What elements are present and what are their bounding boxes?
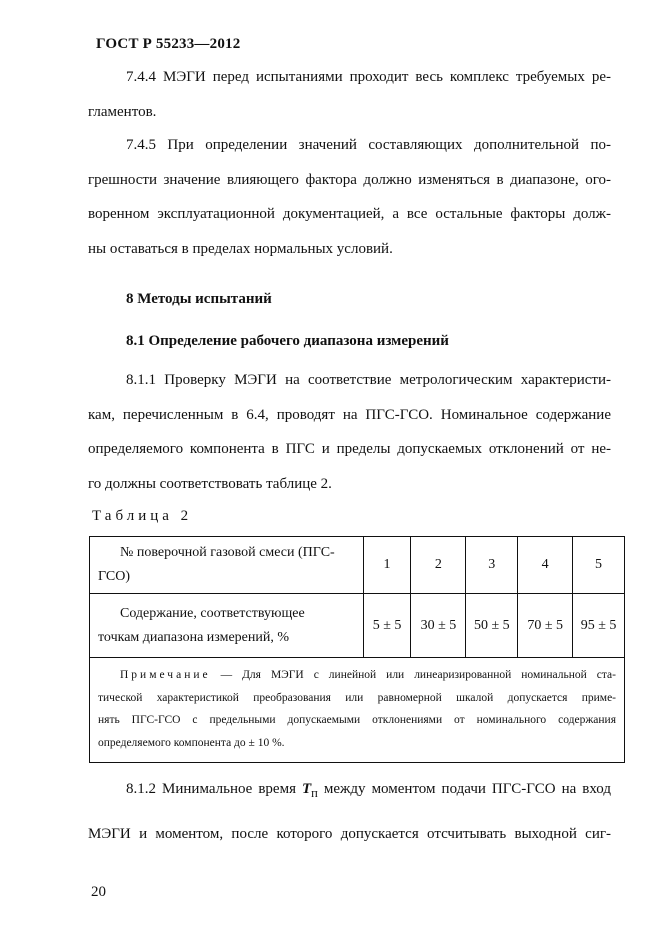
text-line: грешности значение влияющего фактора должно изменяться в диапазоне, ого-	[88, 171, 611, 188]
note-line: определяемого компонента до ± 10 %.	[98, 736, 285, 749]
gas-mixture-table	[89, 536, 625, 763]
table-cell: 5 ± 5	[363, 594, 411, 658]
paragraph-7-4-5	[88, 128, 611, 266]
table-cell: 5	[573, 537, 625, 594]
table-cell: 70 ± 5	[518, 594, 573, 658]
text-line: воренном эксплуатационной документацией, а все остальные факторы долж-	[88, 206, 611, 222]
table-row-label	[90, 594, 364, 658]
table-note-row	[90, 658, 625, 763]
table-cell: 95 ± 5	[573, 594, 625, 658]
text-fragment: между моментом подачи ПГС-ГСО на вход	[317, 781, 611, 797]
table-cell: 30 ± 5	[411, 594, 466, 658]
variable-subscript: п	[311, 786, 318, 800]
table-cell: 4	[518, 537, 573, 594]
text-line: определяемого компонента в ПГС и пределы допускаемых отклонений от не-	[88, 441, 611, 457]
section-heading-8: 8 Методы испытаний	[126, 291, 272, 307]
note-line	[98, 664, 616, 687]
text-line	[88, 772, 611, 811]
text-line: гламентов.	[88, 103, 157, 120]
text-line: кам, перечисленным в 6.4, проводят на ПГС-ГСО. Номинальное содержание	[88, 406, 611, 423]
paragraph-8-1-2	[88, 772, 611, 851]
cell-text: ГСО)	[98, 569, 131, 584]
paragraph-7-4-4	[88, 60, 611, 129]
table-caption: Таблица 2	[92, 508, 193, 524]
variable-T: T	[302, 781, 312, 797]
table-cell: 50 ± 5	[466, 594, 518, 658]
section-heading-8-1: 8.1 Определение рабочего диапазона измерений	[126, 333, 449, 349]
note-label: Примечание	[120, 669, 211, 681]
cell-text: точкам диапазона измерений, %	[98, 629, 290, 645]
table-row-label	[90, 537, 364, 594]
text-line: 8.1.1 Проверку МЭГИ на соответствие метрологическим характеристи-	[126, 372, 611, 388]
text-line: 7.4.5 При определении значений составляющих дополнительной по-	[126, 137, 611, 153]
table-cell: 1	[363, 537, 411, 594]
text-line: го должны соответствовать таблице 2.	[88, 475, 332, 492]
cell-text: Содержание, соответствующее	[120, 605, 305, 621]
note-line: нять ПГС-ГСО с предельными допускаемыми отклонениями от номинального содержания	[98, 714, 616, 726]
table-note	[90, 658, 625, 763]
cell-text: № поверочной газовой смеси (ПГС-	[120, 545, 335, 560]
text-line: ны оставаться в пределах нормальных условий.	[88, 240, 393, 257]
table-row	[90, 537, 625, 594]
text-line: МЭГИ и моментом, после которого допускается отсчитывать выходной сиг-	[88, 825, 611, 842]
table-cell: 2	[411, 537, 466, 594]
table-cell: 3	[466, 537, 518, 594]
document-header: ГОСТ Р 55233—2012	[96, 36, 241, 52]
note-line: тической характеристикой преобразования или равномерной шкалой допускается приме-	[98, 691, 616, 704]
note-text: — Для МЭГИ с линейной или линеаризированной номинальной ста-	[210, 669, 616, 681]
paragraph-8-1-1	[88, 363, 611, 501]
page-number: 20	[91, 884, 106, 900]
table-row	[90, 594, 625, 658]
text-fragment: 8.1.2 Минимальное время	[126, 781, 302, 797]
text-line: 7.4.4 МЭГИ перед испытаниями проходит весь комплекс требуемых ре-	[126, 69, 611, 85]
